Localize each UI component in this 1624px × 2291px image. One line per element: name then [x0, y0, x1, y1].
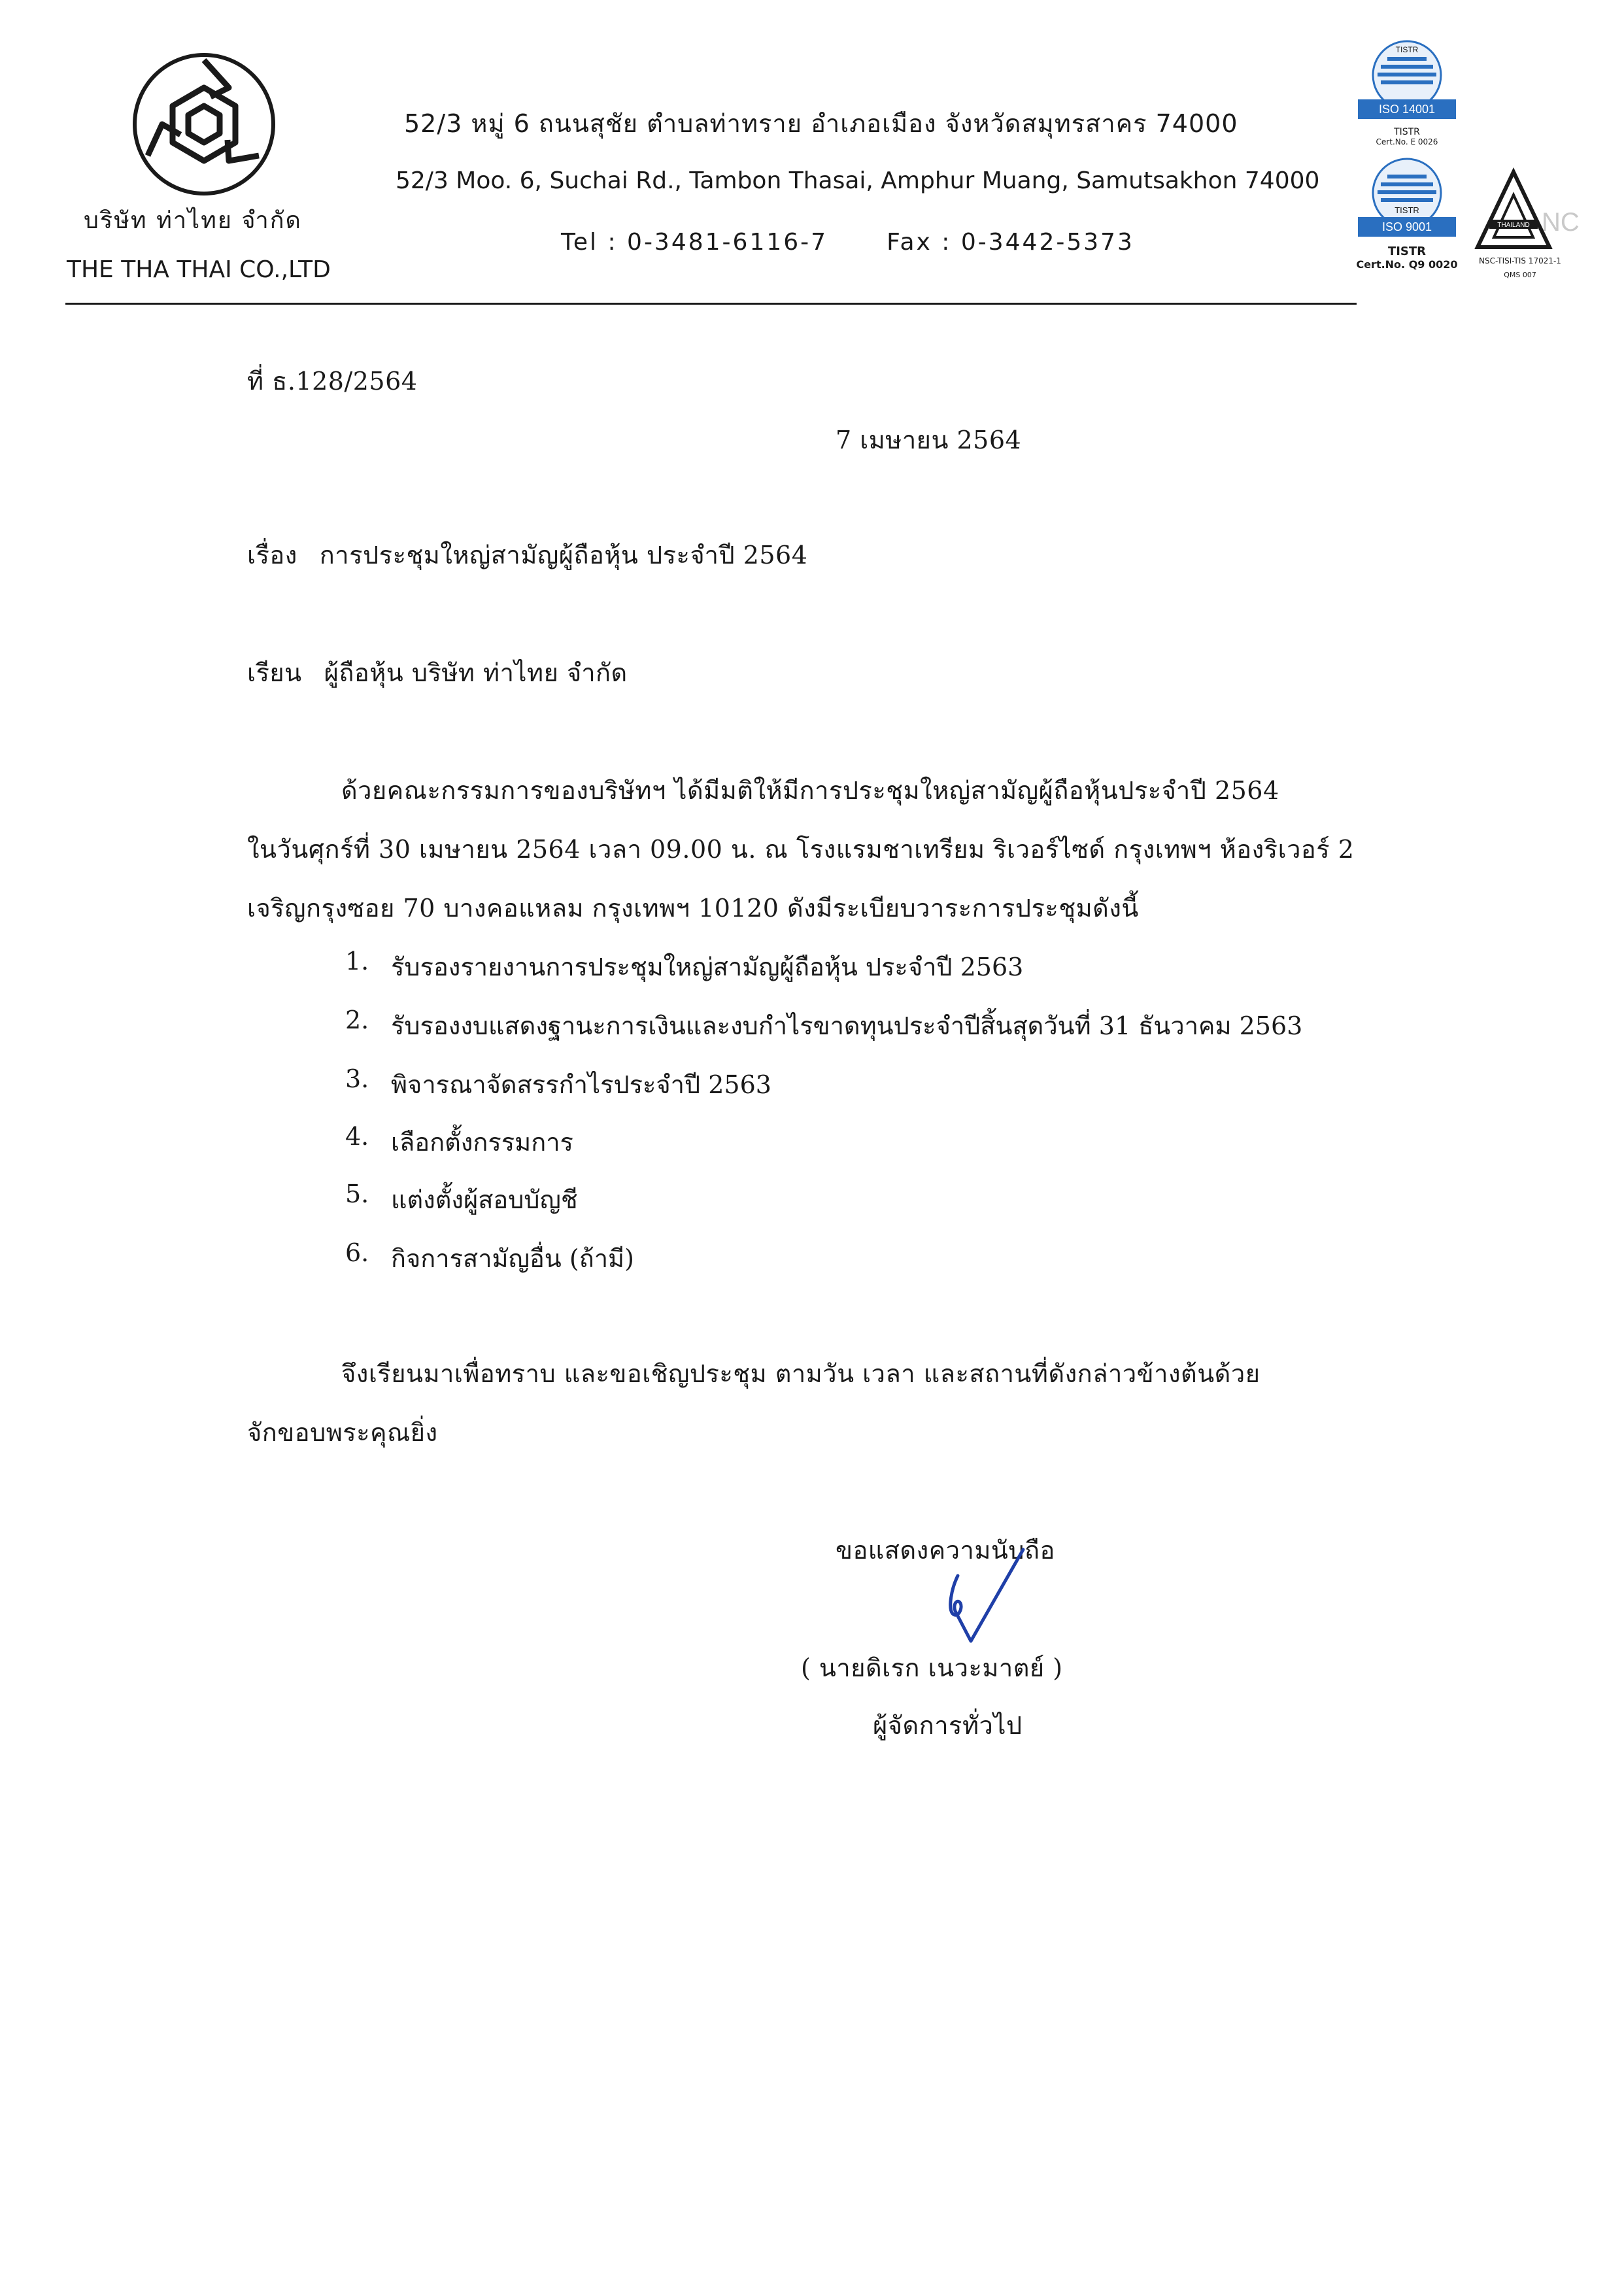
subject-label: เรื่อง [247, 541, 297, 569]
company-name-thai: บริษัท ท่าไทย จำกัด [84, 207, 302, 234]
recipient-text: ผู้ถือหุ้น บริษัท ท่าไทย จำกัด [324, 658, 628, 687]
recipient-line [247, 653, 628, 692]
contact-line [561, 229, 1134, 256]
recipient-label: เรียน [247, 658, 302, 687]
iso9001-standard: ISO 9001 [1381, 220, 1432, 233]
header-divider [65, 303, 1357, 305]
signer-name: ( นายดิเรก เนวะมาตย์ ) [801, 1654, 1063, 1682]
iso14001-org: TISTR [1395, 45, 1419, 54]
tis-qms: QMS 007 [1504, 271, 1536, 279]
signer-title: ผู้จัดการทั่วไป [873, 1711, 1023, 1740]
tis-code: NSC-TISI-TIS 17021-1 [1479, 256, 1561, 265]
closing-line-1: จึงเรียนมาเพื่อทราบ และขอเชิญประชุม ตามวัน เวลา และสถานที่ดังกล่าวข้างต้นด้วย [341, 1359, 1260, 1388]
letter-date: 7 เมษายน 2564 [836, 426, 1022, 454]
iso9001-badge [1348, 157, 1466, 271]
fax: Fax : 0-3442-5373 [887, 229, 1134, 256]
address-thai: 52/3 หมู่ 6 ถนนสุชัย ตำบลท่าทราย อำเภอเมือง จังหวัดสมุทรสาคร 74000 [404, 109, 1238, 138]
subject-line [247, 535, 807, 575]
iso14001-globe-icon [1358, 39, 1456, 124]
agenda-list: 1. รับรองรายงานการประชุมใหญ่สามัญผู้ถือหุ้น ประจำปี 2563 2. รับรองงบแสดงฐานะการเงินและงบกำไรขาดทุนประจำปีสิ้นสุดวันที่ 31 ธันวาคม 2563 3. พิจารณาจัดสรรกำไรประจำปี 2563 4. เลือกตั้งกรรมการ 5. แต่งตั้งผู้สอบบัญชี 6. กิจการสามัญอื่น (ถ้ามี) [345, 947, 1303, 1273]
iso9001-sub-org: TISTR [1387, 245, 1427, 258]
intro-line-3: เจริญกรุงซอย 70 บางคอแหลม กรุงเทพฯ 10120 ดังมีระเบียบวาระการประชุมดังนี้ [247, 894, 1139, 923]
address-english: 52/3 Moo. 6, Suchai Rd., Tambon Thasai, Amphur Muang, Samutsakhon 74000 [396, 167, 1320, 194]
intro-line-2: ในวันศุกร์ที่ 30 เมษายน 2564 เวลา 09.00 น. ณ โรงแรมชาเทรียม ริเวอร์ไซด์ กรุงเทพฯ ห้องริเวอร์ 2 [247, 835, 1355, 864]
regards-text: ขอแสดงความนับถือ [836, 1536, 1055, 1565]
subject-text: การประชุมใหญ่สามัญผู้ถือหุ้น ประจำปี 2564 [319, 541, 808, 569]
signature-mark [912, 1543, 1036, 1648]
iso14001-standard: ISO 14001 [1378, 103, 1436, 116]
iso9001-cert-number: Cert.No. Q9 0020 [1356, 258, 1458, 271]
iso14001-sub-org: TISTR [1394, 127, 1420, 137]
tis-certification-mark [1464, 169, 1580, 260]
reference-number: ที่ ธ.128/2564 [247, 367, 418, 396]
telephone: Tel : 0-3481-6116-7 [561, 229, 828, 256]
svg-text:NC: NC [1542, 208, 1580, 237]
company-logo [131, 51, 277, 197]
closing-line-2: จักขอบพระคุณยิ่ง [247, 1418, 438, 1447]
iso14001-badge [1348, 39, 1466, 146]
company-name-english: THE THA THAI CO.,LTD [67, 256, 331, 283]
tis-mark-label: THAILAND [1497, 222, 1530, 229]
iso9001-globe-icon [1358, 157, 1456, 242]
iso14001-cert-number: Cert.No. E 0026 [1376, 137, 1438, 146]
iso9001-org: TISTR [1395, 205, 1419, 215]
intro-line-1: ด้วยคณะกรรมการของบริษัทฯ ได้มีมติให้มีการประชุมใหญ่สามัญผู้ถือหุ้นประจำปี 2564 [341, 776, 1279, 805]
